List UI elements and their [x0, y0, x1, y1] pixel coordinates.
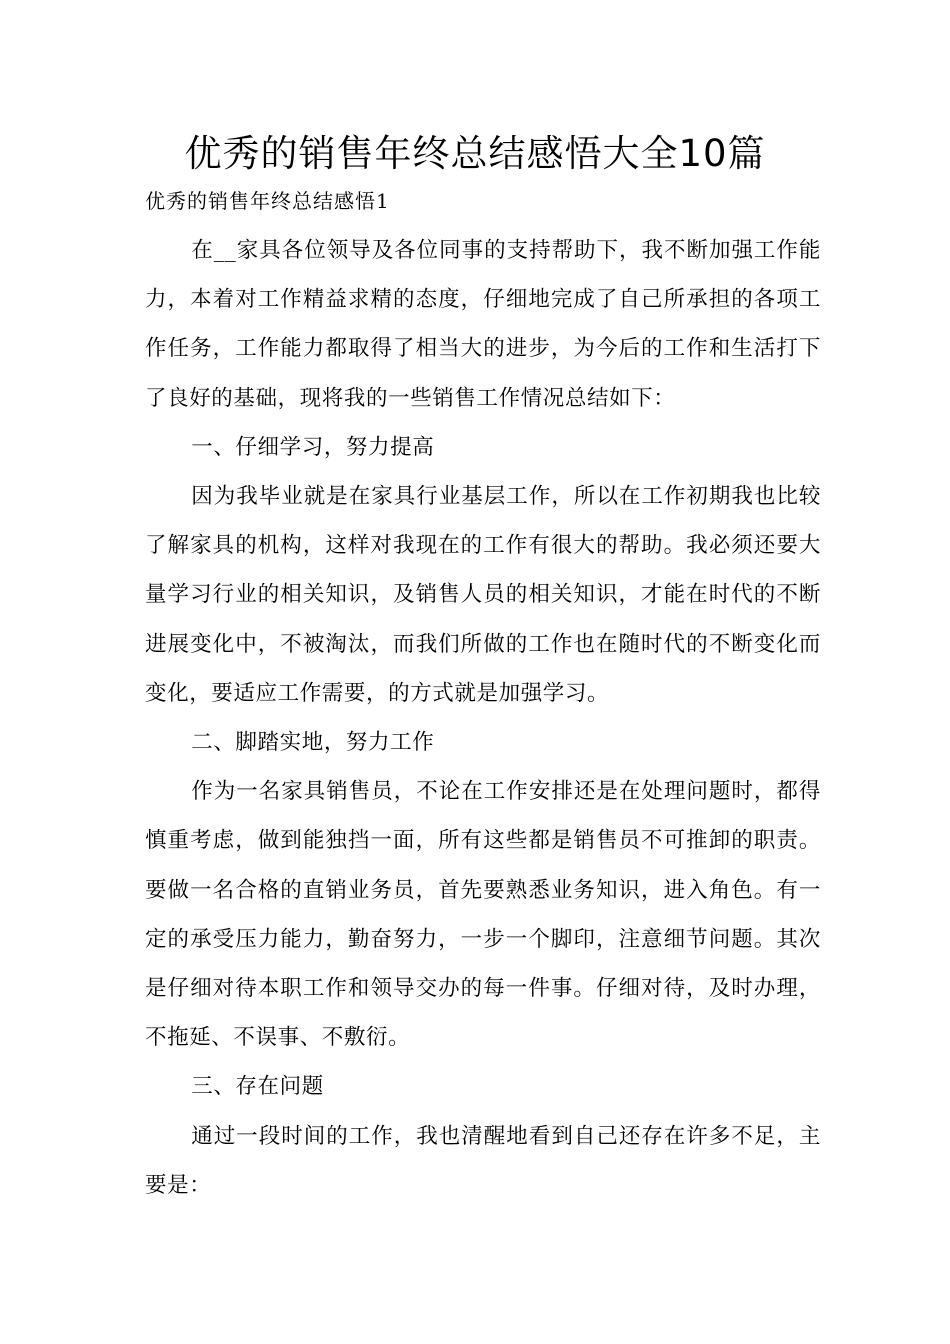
- paragraph-intro: 在__家具各位领导及各位同事的支持帮助下，我不断加强工作能力，本着对工作精益求精的态度，仔细地完成了自己所承担的各项工作任务，工作能力都取得了相当大的进步，为今后的工作和生活打下了良好的基础，现将我的一些销售工作情况总结如下：: [145, 238, 821, 411]
- paragraph-problems: 通过一段时间的工作，我也清醒地看到自己还存在许多不足，主要是：: [145, 1123, 821, 1198]
- heading-study: 一、仔细学习，努力提高: [191, 434, 435, 460]
- heading-work: 二、脚踏实地，努力工作: [191, 730, 435, 756]
- section-subtitle: 优秀的销售年终总结感悟1: [145, 189, 390, 213]
- heading-problems: 三、存在问题: [191, 1074, 324, 1100]
- paragraph-study: 因为我毕业就是在家具行业基层工作，所以在工作初期我也比较了解家具的机构，这样对我现在的工作有很大的帮助。我必须还要大量学习行业的相关知识，及销售人员的相关知识，才能在时代的不断进展变化中，不被淘汰，而我们所做的工作也在随时代的不断变化而变化，要适应工作需要，的方式就是加强学习。: [145, 484, 821, 706]
- document-body: [145, 226, 821, 1210]
- document-title: 优秀的销售年终总结感悟大全10篇: [184, 132, 766, 175]
- paragraph-work: 作为一名家具销售员，不论在工作安排还是在处理问题时，都得慎重考虑，做到能独挡一面，所有这些都是销售员不可推卸的职责。要做一名合格的直销业务员，首先要熟悉业务知识，进入角色。有一定的承受压力能力，勤奋努力，一步一个脚印，注意细节问题。其次是仔细对待本职工作和领导交办的每一件事。仔细对待，及时办理，不拖延、不误事、不敷衍。: [145, 779, 821, 1051]
